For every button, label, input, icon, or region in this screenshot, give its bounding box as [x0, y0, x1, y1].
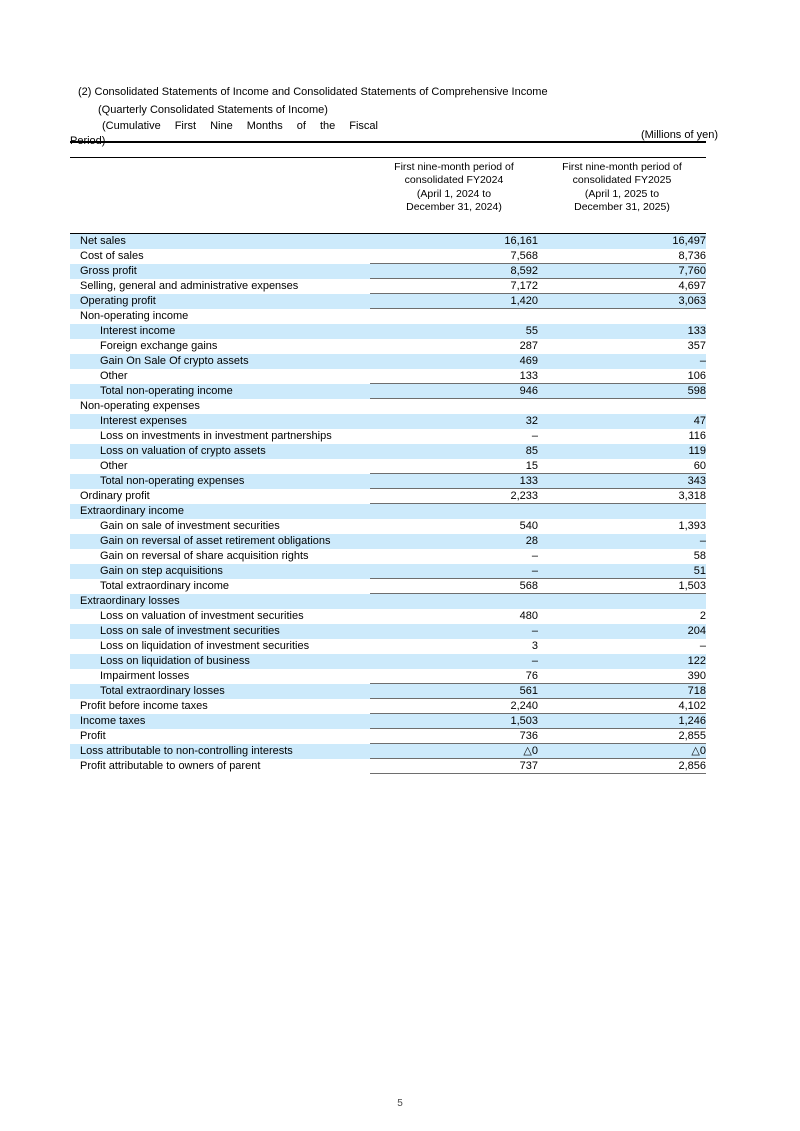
- table-head: [70, 142, 706, 234]
- row-value-fy2025: 51: [538, 564, 706, 579]
- row-label: Other: [100, 460, 128, 472]
- header-column-fy2025: [538, 157, 706, 219]
- row-value-fy2024: –: [531, 550, 538, 562]
- table-row: [70, 534, 706, 549]
- row-value-fy2025: [538, 504, 706, 519]
- table-row: [70, 459, 706, 474]
- row-value-fy2025: 119: [688, 445, 706, 457]
- row-value-fy2025: 343: [538, 474, 706, 489]
- row-value-fy2024: 469: [519, 355, 538, 367]
- table-row: [70, 684, 706, 699]
- row-label: Profit before income taxes: [80, 700, 208, 712]
- table-row: [70, 594, 706, 609]
- row-label: Net sales: [80, 235, 126, 248]
- table-row: [70, 354, 706, 369]
- row-label: Foreign exchange gains: [100, 340, 218, 352]
- row-label: Ordinary profit: [80, 490, 150, 502]
- table-top-rule: [70, 142, 706, 157]
- row-value-fy2025: 4,697: [538, 279, 706, 294]
- row-value-fy2025: 8,736: [538, 249, 706, 264]
- table-row: [70, 564, 706, 579]
- row-value-fy2024: [370, 594, 538, 609]
- row-label: Operating profit: [80, 295, 156, 307]
- row-label: Non-operating expenses: [80, 400, 200, 412]
- row-value-fy2024: 540: [519, 520, 538, 532]
- page-title: (2) Consolidated Statements of Income and Consolidated Statements of Comprehensive Income: [78, 86, 548, 98]
- subtitle-period-wrap: [70, 119, 378, 147]
- row-value-fy2024: [370, 504, 538, 519]
- row-value-fy2024: –: [531, 625, 538, 637]
- table-row: [70, 654, 706, 669]
- table-row: [70, 399, 706, 414]
- row-value-fy2024: 480: [519, 610, 538, 622]
- row-label: Interest expenses: [100, 415, 187, 427]
- table-row: [70, 699, 706, 714]
- subtitle-period: (Cumulative First Nine Months of the Fiscal: [102, 120, 378, 132]
- row-label: Extraordinary losses: [80, 595, 180, 607]
- table-row: [70, 624, 706, 639]
- subtitle-period-continuation: Period): [70, 135, 106, 147]
- row-value-fy2024: 15: [370, 459, 538, 474]
- table-row: [70, 474, 706, 489]
- row-value-fy2025: –: [699, 535, 706, 547]
- row-value-fy2024: 2,233: [370, 489, 538, 504]
- table-row: [70, 609, 706, 624]
- units-label: (Millions of yen): [640, 129, 718, 141]
- row-value-fy2024: [370, 309, 538, 324]
- header-fy2025-line3: (April 1, 2025 to: [584, 187, 660, 200]
- row-value-fy2025: 3,318: [538, 489, 706, 504]
- header-fy2025-line2: consolidated FY2025: [572, 174, 672, 186]
- table-row: [70, 444, 706, 459]
- header-fy2024-line1: First nine-month period of: [394, 160, 514, 173]
- table-row: [70, 384, 706, 399]
- row-value-fy2025: 122: [687, 655, 706, 667]
- row-value-fy2024: 1,503: [370, 714, 538, 729]
- row-value-fy2025: 598: [538, 384, 706, 399]
- row-value-fy2025: [538, 309, 706, 324]
- row-label: Gain on reversal of share acquisition rights: [100, 550, 309, 562]
- table-row: [70, 339, 706, 354]
- header-label-blank: [70, 157, 370, 219]
- table-row: [70, 759, 706, 774]
- row-value-fy2025: 4,102: [538, 699, 706, 714]
- row-label: Impairment losses: [100, 670, 190, 682]
- row-value-fy2025: 2,856: [538, 759, 706, 774]
- row-label: Loss on valuation of crypto assets: [100, 445, 266, 457]
- row-label: Interest income: [100, 325, 176, 337]
- row-label: Selling, general and administrative expenses: [80, 280, 299, 292]
- row-label: Profit: [80, 730, 106, 742]
- row-value-fy2025: 7,760: [538, 264, 706, 279]
- row-value-fy2025: 106: [538, 369, 706, 384]
- row-value-fy2024: 32: [525, 415, 538, 427]
- table-body: [70, 234, 706, 774]
- table-header-rule: [70, 219, 706, 234]
- row-value-fy2024: 561: [370, 684, 538, 699]
- row-label: Total extraordinary losses: [100, 685, 225, 697]
- row-value-fy2024: 568: [370, 579, 538, 594]
- row-value-fy2024: 16,161: [504, 235, 538, 248]
- row-value-fy2025: [538, 399, 706, 414]
- row-label: Loss on sale of investment securities: [100, 625, 280, 637]
- table-row: [70, 549, 706, 564]
- row-value-fy2024: 76: [370, 669, 538, 684]
- row-value-fy2024: 8,592: [370, 264, 538, 279]
- table-row: [70, 249, 706, 264]
- table-row: [70, 324, 706, 339]
- row-label: Loss attributable to non-controlling interests: [80, 745, 293, 757]
- row-label: Gross profit: [80, 265, 137, 277]
- row-value-fy2025: –: [699, 355, 706, 367]
- row-label: Profit attributable to owners of parent: [80, 760, 261, 772]
- table-row: [70, 369, 706, 384]
- header-column-fy2024: [370, 157, 538, 219]
- row-value-fy2025: 1,246: [538, 714, 706, 729]
- row-value-fy2025: △0: [538, 744, 706, 759]
- row-value-fy2024: 55: [525, 325, 538, 337]
- row-value-fy2025: 2: [699, 610, 706, 622]
- table-row: [70, 504, 706, 519]
- row-value-fy2025: 60: [538, 459, 706, 474]
- table-header-row: [70, 157, 706, 219]
- table-row: [70, 414, 706, 429]
- table-row: [70, 714, 706, 729]
- row-value-fy2025: 116: [688, 430, 706, 442]
- table-row: [70, 729, 706, 744]
- income-statement-table: [70, 141, 706, 774]
- table-row: [70, 744, 706, 759]
- table-row: [70, 489, 706, 504]
- row-value-fy2025: 133: [687, 325, 706, 337]
- row-value-fy2025: [538, 594, 706, 609]
- row-value-fy2024: △0: [370, 744, 538, 759]
- subtitle-statements-of-income: (Quarterly Consolidated Statements of Income): [98, 104, 328, 116]
- page-number: 5: [397, 1098, 403, 1109]
- table-row: [70, 309, 706, 324]
- row-label: Loss on liquidation of business: [100, 655, 250, 667]
- row-value-fy2025: 3,063: [538, 294, 706, 309]
- row-value-fy2024: 287: [519, 340, 538, 352]
- table-row: [70, 429, 706, 444]
- row-label: Total extraordinary income: [100, 580, 230, 592]
- row-label: Other: [100, 370, 128, 382]
- row-value-fy2024: 85: [525, 445, 538, 457]
- row-value-fy2025: 390: [538, 669, 706, 684]
- table-row: [70, 234, 706, 249]
- row-label: Gain on reversal of asset retirement obligations: [100, 535, 331, 547]
- row-label: Total non-operating income: [100, 385, 233, 397]
- row-value-fy2024: 3: [531, 640, 538, 652]
- row-value-fy2024: 28: [525, 535, 538, 547]
- table-row: [70, 519, 706, 534]
- row-label: Extraordinary income: [80, 505, 184, 517]
- table-row: [70, 264, 706, 279]
- row-label: Income taxes: [80, 715, 146, 727]
- row-value-fy2024: 2,240: [370, 699, 538, 714]
- row-value-fy2025: 2,855: [538, 729, 706, 744]
- row-label: Gain on step acquisitions: [100, 565, 223, 577]
- row-value-fy2024: 1,420: [370, 294, 538, 309]
- row-label: Gain on sale of investment securities: [100, 520, 280, 532]
- row-value-fy2025: 204: [687, 625, 706, 637]
- header-fy2024-line4: December 31, 2024): [406, 201, 502, 213]
- table-row: [70, 579, 706, 594]
- row-value-fy2024: 946: [370, 384, 538, 399]
- row-value-fy2024: 737: [370, 759, 538, 774]
- table-row: [70, 294, 706, 309]
- row-value-fy2024: –: [370, 564, 538, 579]
- header-fy2024-line2: consolidated FY2024: [404, 174, 504, 186]
- row-value-fy2024: –: [531, 655, 538, 667]
- header-fy2024-line3: (April 1, 2024 to: [416, 187, 492, 200]
- row-value-fy2024: 133: [370, 474, 538, 489]
- row-value-fy2024: 7,172: [370, 279, 538, 294]
- row-label: Total non-operating expenses: [100, 475, 245, 487]
- row-label: Gain On Sale Of crypto assets: [100, 355, 249, 367]
- row-value-fy2024: 133: [370, 369, 538, 384]
- row-value-fy2024: –: [531, 430, 538, 442]
- row-label: Loss on liquidation of investment securities: [100, 640, 310, 652]
- row-value-fy2025: 16,497: [672, 235, 706, 248]
- header-fy2025-line4: December 31, 2025): [574, 201, 670, 213]
- table-row: [70, 669, 706, 684]
- row-value-fy2025: –: [699, 640, 706, 652]
- row-label: Loss on valuation of investment securities: [100, 610, 304, 622]
- row-label: Non-operating income: [80, 310, 189, 322]
- row-value-fy2024: 736: [370, 729, 538, 744]
- heading-block: [70, 84, 718, 147]
- row-value-fy2025: 1,503: [538, 579, 706, 594]
- table-row: [70, 639, 706, 654]
- row-label: Loss on investments in investment partnerships: [100, 430, 332, 442]
- row-value-fy2024: 7,568: [370, 249, 538, 264]
- row-value-fy2025: 58: [693, 550, 706, 562]
- table-row: [70, 279, 706, 294]
- row-value-fy2025: 1,393: [678, 520, 706, 532]
- row-value-fy2024: [370, 399, 538, 414]
- row-label: Cost of sales: [80, 250, 144, 262]
- row-value-fy2025: 718: [538, 684, 706, 699]
- header-fy2025-line1: First nine-month period of: [562, 160, 682, 173]
- row-value-fy2025: 357: [687, 340, 706, 352]
- row-value-fy2025: 47: [693, 415, 706, 427]
